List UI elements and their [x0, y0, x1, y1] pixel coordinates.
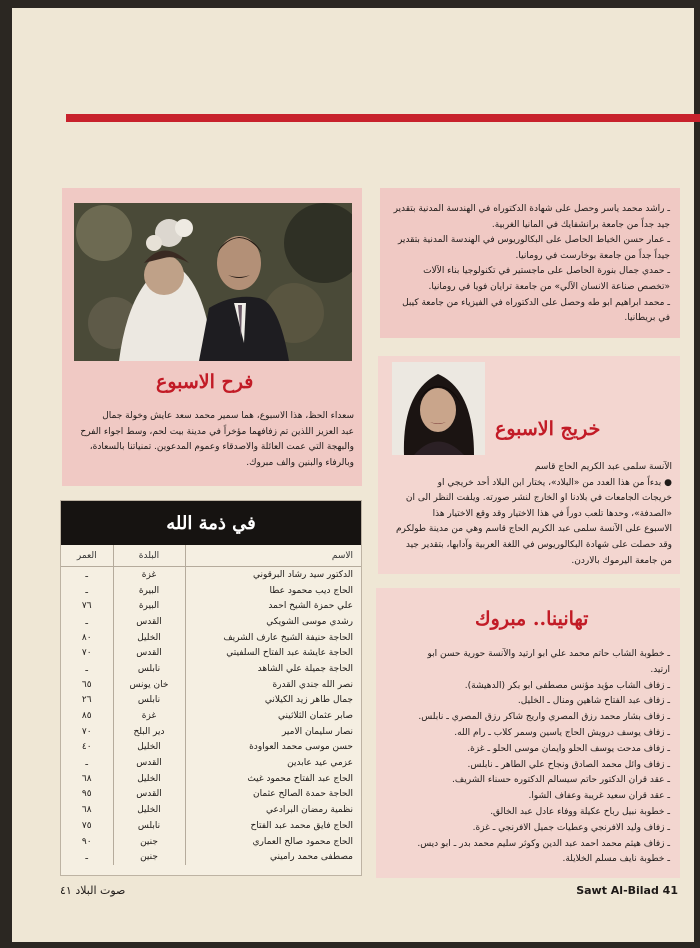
deceased-age: ـ [85, 616, 89, 627]
deceased-name: الحاج محمود صالح العماري [252, 836, 353, 847]
deceased-age: ٨٠ [81, 632, 92, 643]
obituary-table [61, 545, 361, 865]
deceased-town: نابلس [113, 818, 185, 834]
text-line: ـ عمار حسن الخياط الحاصل على البكالوريوس في الهندسة المدنية بتقدير [397, 235, 670, 246]
text-line: في بريطانيا. [624, 313, 670, 324]
red-rule [66, 114, 700, 122]
text-line: ـ عقد قران الدكتور حاتم سيسالم الدكتوره حسناء الشريف. [452, 775, 670, 786]
deceased-age: ٨٥ [81, 711, 92, 722]
deceased-age: ٧٦ [81, 601, 92, 612]
wedding-heading: فرح الاسبوع [156, 371, 254, 393]
text-line: ـ زفاف وليد الافرنجي وعطيات جميل الافرنجي ـ غزة. [472, 822, 670, 833]
text-line: جيد جداً من جامعة برانشفايك في المانيا الغربية. [491, 219, 670, 230]
text-line: ـ محمد ابراهيم ابو طه وحصل على الدكتوراه في الفيزياء من جامعة كيبل [402, 297, 670, 308]
obituary-row [61, 708, 361, 724]
obituary-row [61, 614, 361, 630]
text-line: عبد العزيز اللذين تم زفافهما مؤخراً في مدينة بيت لحم، وسط اجواء الفرح [80, 426, 354, 437]
text-line: ● بدءاً من هذا العدد من «البلاد»، يختار ابن البلاد أحد خريجي او [437, 477, 672, 488]
obituary-row [61, 630, 361, 646]
text-line: من جامعة اليرموك بالاردن. [571, 555, 672, 566]
obituary-row [61, 583, 361, 599]
deceased-name: نظمية رمضان البرادعي [266, 805, 353, 816]
deceased-age: ـ [85, 585, 89, 596]
deceased-name: الحاج فايق محمد عبد الفتاح [250, 820, 353, 831]
deceased-name: نصر الله جندي القدرة [272, 679, 353, 690]
obituary-row [61, 755, 361, 771]
obituary-row [61, 818, 361, 834]
deceased-town: الخليل [113, 630, 185, 646]
name-column-header: الاسم [185, 545, 361, 567]
deceased-town: الخليل [113, 771, 185, 787]
deceased-town: دير البلح [113, 724, 185, 740]
deceased-town: جنين [113, 834, 185, 850]
obituary-box [60, 500, 362, 876]
text-line: ـ زفاف عبد الفتاح شاهين ومنال ـ الخليل. [517, 696, 670, 707]
congratulations-text [384, 647, 670, 868]
text-line: ـ زفاف بشار محمد رزق المصري واريج شاكر رزق المصري ـ نابلس. [418, 712, 670, 723]
deceased-age: ٢٦ [81, 695, 92, 706]
deceased-name: الحاجة حنيفة الشيخ عارف الشريف [223, 632, 353, 643]
deceased-town: خان يونس [113, 677, 185, 693]
obituary-row [61, 645, 361, 661]
deceased-town: غزة [113, 708, 185, 724]
deceased-name: الحاجة حمدة الصالح عثمان [253, 789, 353, 800]
deceased-town: القدس [113, 614, 185, 630]
deceased-name: الدكتور سيد رشاد البرقوني [252, 569, 353, 580]
obituary-row [61, 740, 361, 756]
deceased-age: ٩٠ [81, 836, 92, 847]
obituary-row [61, 598, 361, 614]
wedding-photo [74, 203, 352, 361]
text-line: ـ خطوبة نايف مسلم الخلايلة. [562, 854, 670, 865]
deceased-age: ـ [85, 852, 89, 863]
deceased-town: نابلس [113, 661, 185, 677]
deceased-name: نصار سليمان الامير [281, 726, 353, 737]
text-line: ـ زفاف مدحت يوسف الحلو وايمان موسى الحلو ـ غزة. [467, 743, 670, 754]
obituary-row [61, 693, 361, 709]
wedding-text [70, 409, 354, 471]
obituary-row [61, 849, 361, 865]
text-line: ـ زفاف يوسف درويش الحاج ياسين وسمر كلاب ـ رام الله. [454, 727, 670, 738]
deceased-name: الحاج عبد الفتاح محمود غيث [247, 773, 353, 784]
deceased-town: القدس [113, 787, 185, 803]
graduate-portrait-image [392, 362, 485, 455]
text-line: «الصدفة»، وحدها تلعب دوراً في هذا الاختيار وقد وقع الاختيار هذا [432, 508, 672, 519]
obituary-row [61, 724, 361, 740]
deceased-name: الحاجة عايشة عبد الفتاح السلفيتي [226, 648, 353, 659]
graduate-portrait [392, 362, 485, 455]
text-line: ـ زفاف هيثم محمد احمد عبد الدين وكوثر سليم محمد بدر ـ ابو ديس. [417, 838, 670, 849]
couple-photo-image [74, 203, 352, 361]
deceased-town: الخليل [113, 740, 185, 756]
engineering-graduates-box [380, 188, 680, 338]
deceased-town: غزة [113, 567, 185, 583]
deceased-town: القدس [113, 645, 185, 661]
deceased-age: ـ [85, 569, 89, 580]
text-line: الآنسة سلمى عبد الكريم الحاج قاسم [534, 462, 672, 472]
obituary-title: في ذمة الله [61, 501, 361, 545]
deceased-age: ٦٥ [81, 679, 92, 690]
deceased-name: صابر عثمان الثلاثيني [278, 711, 353, 722]
footer-left-label: صوت البلاد ٤١ [60, 884, 126, 897]
deceased-name: رشدي موسى الشويكي [266, 616, 353, 627]
text-line: ـ عقد قران سعيد غريبة وعفاف الشوا. [528, 791, 670, 802]
deceased-name: جمال طاهر زيد الكيلاني [264, 695, 353, 706]
text-line: ـ حمدي جمال بنورة الحاصل على ماجستير في تكنولوجيا بناء الآلات [423, 266, 670, 277]
text-line: «تخصص صناعة الانسان الآلي» من جامعة ترايان فويا في رومانيا. [428, 281, 670, 292]
obituary-row [61, 677, 361, 693]
deceased-name: حسن موسى محمد العواودة [249, 742, 353, 753]
town-column-header: البلدة [113, 545, 185, 567]
deceased-town: القدس [113, 755, 185, 771]
deceased-town: البيرة [113, 598, 185, 614]
text-line: ـ زفاف وائل محمد الصادق ونجاح علي الطاهر ـ نابلس. [467, 759, 670, 770]
deceased-age: ٦٨ [81, 773, 92, 784]
text-line: خريجات الجامعات في بلادنا او الخارج لنشر صورته. ويلفت النظر الى ان [405, 493, 672, 504]
text-line: الاسبوع على الآنسة سلمى عبد الكريم الحاج قاسم وهي من مدينة طولكرم [395, 524, 672, 535]
obituary-row [61, 834, 361, 850]
deceased-age: ٦٨ [81, 805, 92, 816]
text-line: سعداء الحظ، هذا الاسبوع، هما سمير محمد سعد عايش وخولة جمال [102, 411, 354, 421]
deceased-town: نابلس [113, 693, 185, 709]
deceased-town: جنين [113, 849, 185, 865]
text-line: ـ خطوبة الشاب حاتم محمد علي ابو ارتيد والآنسة حورية حسن ابو [427, 649, 670, 659]
text-line: ـ خطوبة نبيل رباح عكيلة ووفاء عادل عبد الخالق. [490, 806, 670, 817]
deceased-age: ـ [85, 663, 89, 674]
deceased-age: ٤٠ [81, 742, 92, 753]
graduate-heading: خريج الاسبوع [495, 418, 601, 440]
obituary-row [61, 567, 361, 583]
obituary-row [61, 661, 361, 677]
footer-right-label: Sawt Al-Bilad 41 [576, 884, 678, 897]
deceased-age: ٧٠ [81, 726, 92, 737]
age-column-header: العمر [61, 545, 113, 567]
deceased-age: ٩٥ [81, 789, 92, 800]
obituary-row [61, 787, 361, 803]
deceased-age: ٧٥ [81, 820, 92, 831]
deceased-name: الحاج ديب محمود عطا [269, 585, 353, 596]
obituary-rows [61, 567, 361, 866]
graduate-text [388, 460, 672, 569]
text-line: والبهجة التي عمت العائلة والاصدقاء وعموم المدعوين. تمنياتنا بالسعادة، [89, 442, 354, 453]
deceased-name: علي حمزة الشيخ احمد [268, 601, 353, 612]
text-line: جيداً جداً من جامعة بوخارست في رومانيا. [515, 250, 670, 261]
deceased-town: الخليل [113, 802, 185, 818]
obituary-header-row [61, 545, 361, 567]
text-line: وبالرفاء والبنين والف مبروك. [246, 457, 354, 468]
text-line: ـ زفاف الشاب مؤيد مؤنس مصطفى ابو بكر (الدهيشة). [464, 680, 670, 691]
deceased-town: البيرة [113, 583, 185, 599]
congratulations-heading: تهانينا.. مبروك [475, 608, 589, 630]
deceased-age: ـ [85, 758, 89, 769]
deceased-name: مصطفى محمد راميني [270, 852, 353, 863]
text-line: ـ راشد محمد ياسر وحصل على شهادة الدكتوراه في الهندسة المدنية بتقدير [393, 204, 670, 214]
obituary-row [61, 802, 361, 818]
text-line: وقد حصلت على شهادة البكالوريوس في اللغة العربية وآدابها، بتقدير جيد [405, 539, 672, 550]
deceased-name: الحاجة جميلة علي الشاهد [257, 663, 353, 674]
engineering-graduates-text [388, 202, 670, 327]
text-line: ارتيد. [650, 664, 670, 675]
deceased-name: عزمي عيد عابدين [287, 758, 353, 769]
deceased-age: ٧٠ [81, 648, 92, 659]
obituary-row [61, 771, 361, 787]
